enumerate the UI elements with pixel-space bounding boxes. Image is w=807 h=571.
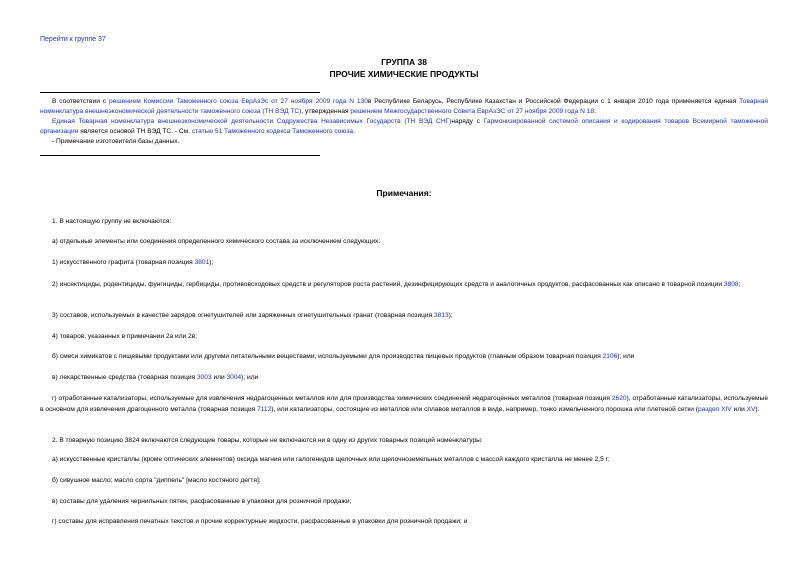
note-1b bbox=[40, 352, 768, 363]
footnote-divider-bottom bbox=[40, 155, 320, 156]
group-title: ПРОЧИЕ ХИМИЧЕСКИЕ ПРОДУКТЫ bbox=[329, 69, 479, 79]
note-1g bbox=[40, 394, 768, 415]
footnote-paragraph-3: - Примечание изготовителя базы данных. bbox=[52, 138, 180, 145]
footnote-text: в Республике Беларусь, Республике Казахстан и Российской Федерации с 1 января 2010 года применяется единая bbox=[367, 98, 740, 105]
customs-code-article-link[interactable]: статью 51 Таможенного кодекса Таможенного союза bbox=[191, 128, 354, 135]
footnote-text: является основой ТН ВЭД ТС. - См. bbox=[78, 128, 192, 135]
footnote-text: , утвержденная bbox=[301, 108, 351, 115]
tn-ved-sng-link[interactable]: Единая Товарная номенклатура внешнеэкономической деятельности Содружества Независимых Государств (ТН ВЭД СНГ) bbox=[52, 118, 452, 125]
note-text: ), или катализаторы, состоящие из металлов или сплавов металлов в виде, например, тонко измельченного порошка или плетеной сетки ( bbox=[271, 405, 698, 413]
harmonized-system-link[interactable]: Гармонизированной системой описания и кодирования товаров Всемирной таможенной организации bbox=[40, 118, 768, 135]
heading-2106-link[interactable]: 2106 bbox=[602, 353, 618, 360]
footnote-paragraph-1 bbox=[40, 97, 768, 117]
heading-3813-link[interactable]: 3813 bbox=[434, 312, 449, 319]
notes-heading: Примечания: bbox=[376, 188, 432, 198]
note-2c: в) составы для удаления чернильных пятен, расфасованные в упаковки для розничной продажи; bbox=[52, 498, 352, 505]
note-text: или bbox=[731, 405, 747, 413]
tn-ved-ts-link[interactable]: Товарная номенклатура внешнеэкономической деятельности таможенного союза (ТН ВЭД ТС) bbox=[40, 98, 768, 115]
footnote-block bbox=[40, 97, 768, 147]
note-text: ); bbox=[448, 312, 453, 319]
note-text: ); bbox=[209, 259, 214, 266]
footnote-paragraph-2 bbox=[40, 117, 768, 137]
note-text: г) отработанные катализаторы, используемые для извлечения недрагоценных металлов или для производства химических соединений недрагоценных металлов (товарная позиция bbox=[52, 395, 612, 402]
note-text: ; bbox=[738, 281, 741, 288]
note-1v bbox=[40, 373, 768, 384]
note-text: или bbox=[211, 374, 227, 381]
note-text: б) смеси химикатов с пищевыми продуктами или другими питательными веществами, используемыми для производства пищевых продуктов (главным образом товарная позиция bbox=[52, 353, 603, 360]
section-xv-link[interactable]: XV bbox=[746, 405, 756, 413]
footnote-text: наряду с bbox=[451, 118, 484, 125]
note-text: ); или bbox=[241, 374, 259, 381]
council-decision-link[interactable]: решением Межгосударственного Совета ЕврАзЭС от 27 ноября 2009 года N 18 bbox=[350, 108, 595, 115]
note-1: 1. В настоящую группу не включаются: bbox=[52, 218, 172, 225]
note-text: 1) искусственного графита (товарная позиция bbox=[52, 259, 195, 266]
note-1a-item-2 bbox=[40, 280, 768, 291]
note-text: ). bbox=[755, 405, 760, 413]
commission-decision-link[interactable]: решением Комиссии Таможенного союза ЕврАзЭс от 27 ноября 2009 года N 130 bbox=[108, 98, 368, 105]
note-text: 3) составов, используемых в качестве зарядов огнетушителей или заряженных огнетушительных гранат (товарная позиция bbox=[52, 312, 434, 319]
footnote-text: В соответствии с bbox=[52, 98, 109, 105]
footnote-text: . bbox=[594, 108, 596, 115]
heading-7112-link[interactable]: 7112 bbox=[257, 405, 272, 413]
note-text: ); или bbox=[617, 353, 635, 360]
footnote-divider-top bbox=[40, 92, 320, 93]
note-2d: г) составы для исправления печатных текстов и прочие корректурные жидкости, расфасованные в упаковки для розничной продажи; и bbox=[52, 518, 468, 525]
heading-3004-link[interactable]: 3004 bbox=[226, 374, 242, 381]
note-text: 2) инсектициды, родентициды, фунгициды, гербициды, противовсходовых средств и регуляторов роста растений, дезинфицирующих средств и аналогичных продуктов, расфасованных как описано в товарной позиции bbox=[52, 281, 724, 288]
footnote-text: . bbox=[353, 128, 355, 135]
note-1a-item-3 bbox=[40, 311, 768, 322]
heading-2620-link[interactable]: 2620 bbox=[611, 395, 627, 402]
prev-group-link[interactable]: Перейти к группе 37 bbox=[40, 36, 106, 43]
heading-3801-link[interactable]: 3801 bbox=[194, 259, 210, 266]
note-text: ), отработанные катализаторы, используемые в основном для извлечения драгоценного металла (товарная позиция bbox=[40, 395, 769, 413]
note-2b: б) сивушное масло; масло сорта "диппель" [масло костяного дегтя]; bbox=[52, 477, 261, 484]
note-2a: а) искусственные кристаллы (кроме оптических элементов) оксида магния или галогенидов щелочных или щелочноземельных металлов с массой каждого кристалла не менее 2,5 г; bbox=[52, 456, 610, 463]
note-2: 2. В товарную позицию 3824 включаются следующие товары, которые не включаются ни в одну из других товарных позиций номенклатуры: bbox=[52, 437, 483, 444]
note-text: в) лекарственные средства (товарная позиция bbox=[52, 374, 197, 381]
group-number: ГРУППА 38 bbox=[381, 57, 427, 67]
section-xiv-link[interactable]: раздел XIV bbox=[697, 405, 732, 413]
note-1a-item-4: 4) товаров, указанных в примечании 2а или 2в; bbox=[52, 333, 198, 340]
heading-3003-link[interactable]: 3003 bbox=[196, 374, 212, 381]
note-1a: а) отдельные элементы или соединения определенного химического состава за исключением следующих: bbox=[52, 238, 381, 245]
note-1a-item-1 bbox=[40, 258, 768, 269]
heading-3808-link[interactable]: 3808 bbox=[723, 281, 739, 288]
